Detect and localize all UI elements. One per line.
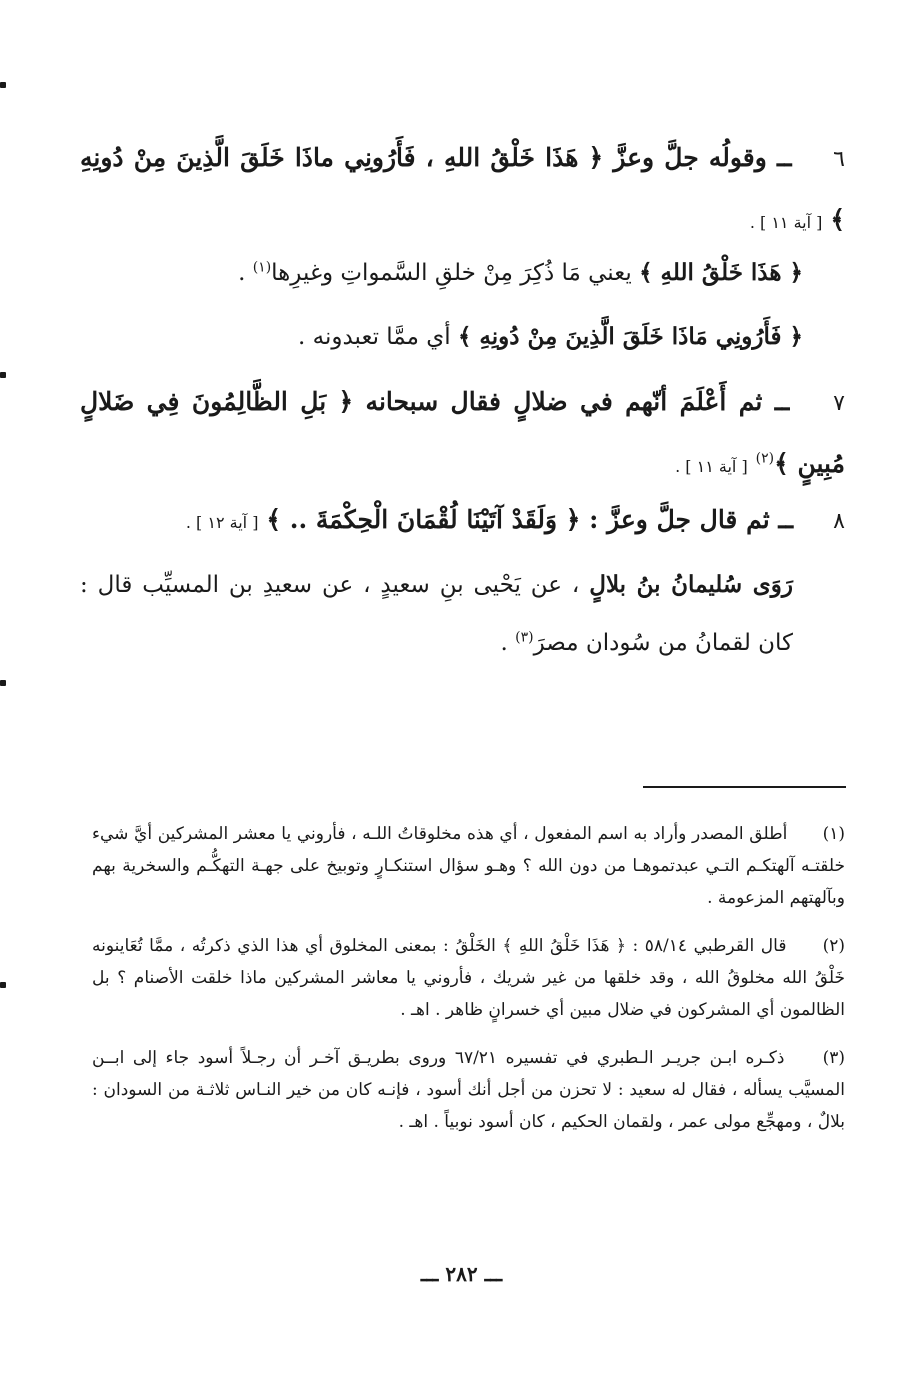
scan-edge-mark	[0, 372, 6, 378]
footnote-marker: (١)	[252, 259, 272, 276]
page-number: ـــ ٢٨٢ ـــ	[420, 1262, 503, 1286]
item-text: ــ ثم قال جلَّ وعزَّ : ﴿ وَلَقَدْ آتَيْنَا لُقْمَانَ الْحِكْمَةَ .. ﴾	[266, 505, 794, 534]
quoted-verse: ﴿ فَأَرُونِي مَاذَا خَلَقَ الَّذِينَ مِنْ دُونِهِ ﴾	[457, 323, 803, 350]
end-mark: .	[238, 260, 246, 286]
explanation-paragraph-2	[80, 308, 803, 366]
footnote-3	[92, 1042, 845, 1138]
footnote-text: ذكـره ابـن جريـر الـطبري في تفسيره ٦٧/٢١ وروى بطريـق آخـر أن رجـلاً أسود جاء إلى ابــن المسيَّب يسأله ، فقال له سعيد : لا تحزن من أجل أنك أسود ، فإنـه كان من خير النـاس ثلاثـة من السودان : بلالٌ ، ومهجِّع مولى عمر ، ولقمان الحكيم ، كان أسود نوبياً . اهـ .	[92, 1048, 845, 1132]
scan-edge-mark	[0, 982, 6, 988]
footnote-2	[92, 930, 845, 1026]
explanation-text: أي ممَّا تعبدونه .	[298, 324, 451, 350]
item-number: ٦	[833, 147, 845, 172]
quoted-verse: ﴿ هَذَا خَلْقُ اللهِ ﴾	[639, 259, 803, 286]
footnote-separator	[643, 786, 846, 788]
footnote-number: (٢)	[822, 936, 845, 956]
item-number: ٨	[833, 509, 845, 534]
end-mark: .	[500, 630, 508, 656]
scan-edge-mark	[0, 680, 6, 686]
item-text: ــ ثم أَعْلَمَ أنّهم في ضلالٍ فقال سبحانه ﴿ بَلِ الظَّالِمُونَ فِي ضَلالٍ مُبِينٍ ﴾	[80, 387, 845, 478]
numbered-item-8	[80, 490, 845, 553]
footnote-marker: (٢)	[755, 450, 775, 467]
numbered-item-7	[80, 372, 845, 497]
narration-paragraph	[80, 556, 793, 672]
verse-reference: [ آية ١١ ] .	[675, 457, 748, 476]
verse-reference: [ آية ١١ ] .	[749, 213, 823, 232]
footnote-number: (١)	[822, 824, 846, 844]
footnote-text: قال القرطبي ٥٨/١٤ : ﴿ هَذَا خَلْقُ اللهِ ﴾ الخَلْقُ : بمعنى المخلوق أي هذا الذي ذكرتُه ، ممَّا تُعَاينونه خَلْقُ الله مخلوقُ الله ، وقد خلقها من غير شريك ، فأروني يا معاشر المشركين ماذا خلقت الأصنام ؟ بل الظالمون أي المشركون في ضلال مبين أي خسرانٍ ظاهر . اهـ .	[92, 936, 845, 1020]
footnote-1	[92, 818, 845, 914]
item-text: ــ وقولُه جلَّ وعزَّ ﴿ هَذَا خَلْقُ اللهِ ، فَأَرُونِي ماذَا خَلَقَ الَّذِينَ مِنْ دُونِهِ ﴾	[80, 143, 845, 234]
numbered-item-6	[80, 128, 845, 253]
footnote-text: أطلق المصدر وأراد به اسم المفعول ، أي هذه مخلوقاتُ اللـه ، فأروني يا معشر المشركين أيَّ شيء خلقتـه آلهتكـم التـي عبدتموهـا من دون الله ؟ وهـو سؤال استنكـارٍ وتوبيخ على جهـة التهكُّـم والسخرية بهم وبآلهتهم المزعومة .	[92, 824, 845, 908]
explanation-paragraph-1	[80, 244, 803, 302]
footnote-number: (٣)	[822, 1048, 845, 1068]
item-number: ٧	[833, 391, 845, 416]
scan-edge-mark	[0, 82, 6, 88]
explanation-text: يعني مَا ذُكِرَ مِنْ خلقِ السَّمواتِ وغيرِها	[271, 260, 632, 286]
narration-text: ، عن يَحْيى بنِ سعيدٍ ، عن سعيدِ بن المسيِّب قال : كان لقمانُ من سُودان مصرَ	[80, 572, 793, 656]
verse-reference: [ آية ١٢ ] .	[185, 513, 259, 532]
footnote-marker: (٣)	[515, 629, 534, 646]
narrator-name: رَوَى سُليمانُ بنُ بلالٍ	[589, 571, 793, 598]
